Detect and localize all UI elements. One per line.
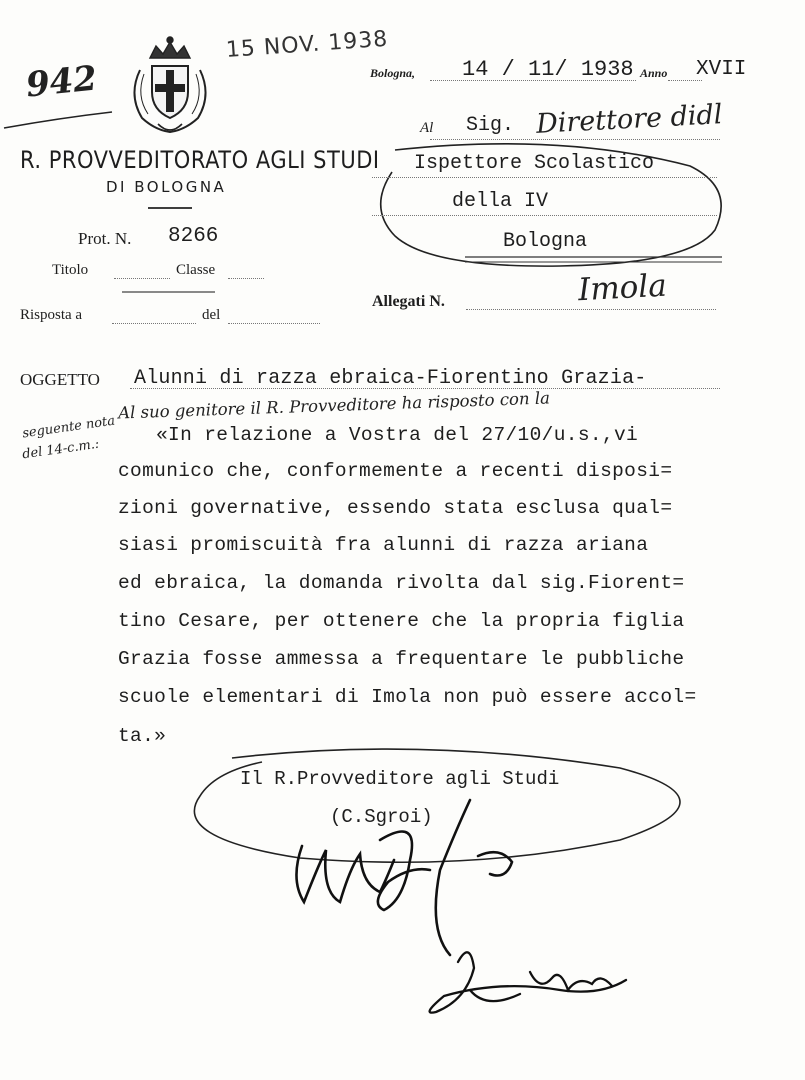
body-line: zioni governative, essendo stata esclusa qual= [118, 497, 673, 519]
allegati-handwritten-place: Imola [577, 267, 668, 309]
del-dots [228, 323, 320, 324]
body-line: ed ebraica, la domanda rivolta dal sig.Fiorent= [118, 572, 685, 594]
prot-number: 8266 [168, 225, 219, 248]
dateline-place: Bologna, [370, 66, 416, 80]
recipient-handwritten-title: Direttore didl [535, 99, 724, 140]
received-date-stamp: 15 NOV. 1938 [225, 26, 390, 63]
recipient-line-2: della IV [452, 190, 549, 213]
office-title: R. PROVVEDITORATO AGLI STUDI [20, 146, 380, 174]
handwritten-note-margin-2: del 14-c.m.: [21, 436, 101, 463]
office-city: DI BOLOGNA [106, 178, 227, 196]
recipient-al-label: Al [420, 120, 434, 136]
subject-text: Alunni di razza ebraica-Fiorentino Grazia- [134, 367, 647, 390]
anno-value: XVII [696, 58, 747, 81]
prot-label: Prot. N. [78, 229, 132, 248]
allegati-dots [466, 309, 716, 310]
recipient-sig: Sig. [466, 114, 515, 137]
body-line: tino Cesare, per ottenere che la propria figlia [118, 610, 685, 632]
signature-title: Il R.Provveditore agli Studi [240, 768, 560, 790]
subject-label: OGGETTO [20, 370, 100, 389]
signature-name: (C.Sgroi) [330, 806, 433, 828]
del-label: del [202, 307, 221, 323]
number-underline [4, 112, 112, 128]
body-line: «In relazione a Vostra del 27/10/u.s.,vi [156, 424, 639, 446]
classe-dots [228, 278, 264, 279]
anno-label: Anno [640, 66, 668, 80]
body-line: scuole elementari di Imola non può essere accol= [118, 686, 697, 708]
body-line: Grazia fosse ammessa a frequentare le pubbliche [118, 648, 685, 670]
recipient-line-1: Ispettore Scolastico [414, 152, 655, 175]
signature-oval [194, 749, 680, 862]
handwritten-file-number: 942 [24, 58, 99, 106]
risposta-label: Risposta a [20, 307, 83, 323]
coat-of-arms-emblem [134, 37, 205, 132]
classe-label: Classe [176, 262, 216, 278]
dateline-date: 14 / 11/ 1938 [462, 57, 634, 82]
recipient-dots-0 [430, 139, 720, 140]
recipient-line-3: Bologna [503, 230, 588, 253]
recipient-dots-1 [372, 177, 717, 178]
body-line: ta.» [118, 725, 167, 747]
recipient-dots-2 [372, 215, 717, 216]
risposta-dots [112, 323, 196, 324]
signature-scribble-2 [430, 952, 626, 1012]
titolo-label: Titolo [52, 262, 89, 278]
body-line: siasi promiscuità fra alunni di razza ariana [118, 534, 649, 556]
body-line: comunico che, conformemente a recenti disposi= [118, 460, 673, 482]
titolo-dots [114, 278, 170, 279]
allegati-label: Allegati N. [372, 293, 445, 310]
handwritten-note-top: Al suo genitore il R. Provveditore ha risposto con la [117, 388, 551, 423]
handwritten-note-margin-1: seguente nota [21, 413, 116, 442]
